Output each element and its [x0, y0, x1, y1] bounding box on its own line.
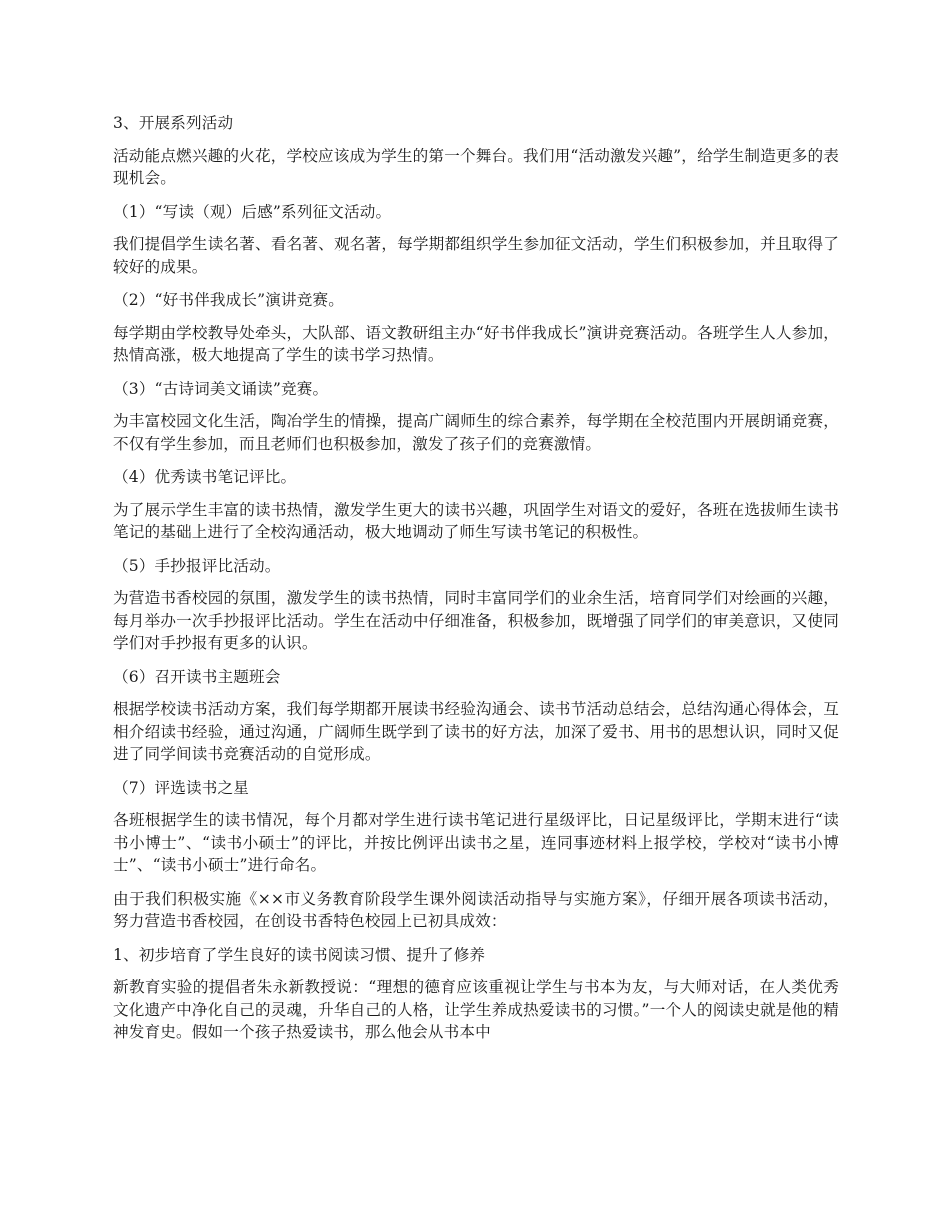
subheading-reading-notes: （4）优秀读书笔记评比。 — [113, 468, 297, 486]
subheading-class-meeting: （6）召开读书主题班会 — [113, 667, 281, 686]
body-paragraph: 各班根据学生的读书情况，每个月都对学生进行读书笔记进行星级评比，日记星级评比，学期末进行“读书小博士”、“读书小硕士”的评比，并按比例评出读书之星，连同事迹材料上报学校，学校对“读书小博士”、“读书小硕士”进行命名。 — [113, 811, 839, 874]
body-paragraph: 根据学校读书活动方案，我们每学期都开展读书经验沟通会、读书节活动总结会，总结沟通心得体会，互相介绍读书经验，通过沟通，广阔师生既学到了读书的好方法，加深了爱书、用书的思想认识，同时又促进了同学间读书竞赛活动的自觉形成。 — [113, 700, 839, 763]
body-paragraph: 由于我们积极实施《××市义务教育阶段学生课外阅读活动指导与实施方案》，仔细开展各项读书活动，努力营造书香校园，在创设书香特色校园上已初具成效： — [113, 889, 839, 930]
document-page — [113, 112, 839, 1055]
subheading-essay-contest: （1）“写读（观）后感”系列征文活动。 — [113, 202, 392, 221]
section-heading-reading-habits: 1、初步培育了学生良好的读书阅读习惯、提升了修养 — [113, 945, 486, 964]
subheading-reading-star: （7）评选读书之星 — [113, 778, 250, 797]
body-paragraph: 我们提倡学生读名著、看名著、观名著，每学期都组织学生参加征文活动，学生们积极参加，并且取得了较好的成果。 — [113, 235, 839, 276]
body-paragraph: 为丰富校园文化生活，陶冶学生的情操，提高广阔师生的综合素养，每学期在全校范围内开展朗诵竞赛，不仅有学生参加，而且老师们也积极参加，激发了孩子们的竞赛激情。 — [113, 412, 839, 453]
subheading-recitation-contest: （3）“古诗词美文诵读”竞赛。 — [113, 379, 329, 398]
section-heading-activities: 3、开展系列活动 — [113, 114, 234, 132]
subheading-speech-contest: （2）“好书伴我成长”演讲竞赛。 — [113, 291, 344, 309]
body-paragraph: 每学期由学校教导处牵头，大队部、语文教研组主办“好书伴我成长”演讲竞赛活动。各班学生人人参加，热情高涨，极大地提高了学生的读书学习热情。 — [113, 323, 839, 364]
body-paragraph: 活动能点燃兴趣的火花，学校应该成为学生的第一个舞台。我们用“活动激发兴趣”，给学生制造更多的表现机会。 — [113, 146, 839, 187]
body-paragraph: 为了展示学生丰富的读书热情，激发学生更大的读书兴趣，巩固学生对语文的爱好，各班在选拔师生读书笔记的基础上进行了全校沟通活动，极大地调动了师生写读书笔记的积极性。 — [113, 500, 839, 541]
body-paragraph: 为营造书香校园的氛围，激发学生的读书热情，同时丰富同学们的业余生活，培育同学们对绘画的兴趣，每月举办一次手抄报评比活动。学生在活动中仔细准备，积极参加，既增强了同学们的审美意识，又使同学们对手抄报有更多的认识。 — [113, 589, 839, 652]
body-paragraph: 新教育实验的提倡者朱永新教授说：“理想的德育应该重视让学生与书本为友，与大师对话，在人类优秀文化遗产中净化自己的灵魂，升华自己的人格，让学生养成热爱读书的习惯。”一个人的阅读史就是他的精神发育史。假如一个孩子热爱读书，那么他会从书本中 — [113, 978, 839, 1041]
subheading-handwritten-newspaper: （5）手抄报评比活动。 — [113, 556, 281, 575]
